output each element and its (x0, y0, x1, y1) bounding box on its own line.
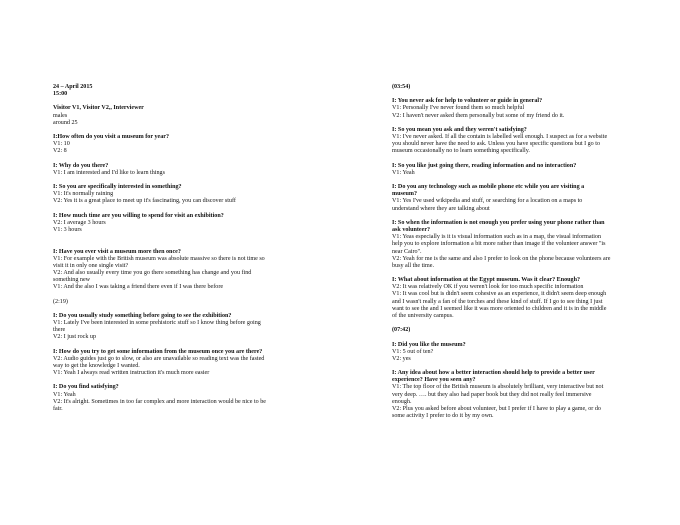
answer: something new (53, 277, 91, 284)
timestamp: (2:19) (53, 298, 68, 305)
answer: V1: I am interested and I'd like to learn things (53, 169, 165, 176)
timestamp: (03:54) (392, 84, 411, 90)
question: I: So you are specifically interested in something? (53, 184, 182, 191)
right-column (392, 84, 617, 420)
answer: you should never have the need to ask. Unless you have specific questions but I go to (392, 141, 600, 148)
question: I: So when the information is not enough you prefer using your phone rather than (392, 219, 605, 226)
answer: V1: For example with the British museum was absolute massive so there is not time so (53, 255, 265, 262)
answer: museum occasionally no to learn something specifically. (392, 148, 530, 155)
left-column (53, 84, 341, 413)
answer: V2: It's alright. Sometimes in too far complex and more interaction would be nice to be (53, 398, 266, 405)
answer: V2: I average 3 hours (53, 219, 106, 226)
question: I: Do you find satisfying? (53, 384, 119, 391)
question: I: Any idea about how a better interaction should help to provide a better user (392, 370, 595, 377)
answer: V2: And also usually every time you go there something has change and you find (53, 269, 252, 276)
answer: V1: Yeah (392, 169, 415, 176)
question: I: So you mean you ask and they weren't satisfying? (392, 126, 527, 133)
question: I: How much time are you willing to spend for visit an exhibition? (53, 212, 224, 219)
question: I: What about information at the Egypt museum. Was it clear? Enough? (392, 277, 581, 284)
answer: very deep. …. but they also had paper book but they did not really feel immersive (392, 391, 592, 398)
question: experience? Have you seen any? (392, 377, 476, 384)
answer: V2: I just rock up (53, 334, 96, 341)
question: I: How do you try to get some information from the museum once you are there? (53, 348, 263, 355)
interview-time: 15:00 (53, 91, 68, 98)
answer: enough. (392, 398, 412, 405)
answer: V1: I've never asked. If all the contain is labelled well enough. I suspect as for a website (392, 134, 608, 141)
question: I: Why do you there? (53, 162, 109, 169)
question: I: Do you usually study something before going to see the exhibition? (53, 312, 232, 319)
timestamp: (07:42) (392, 327, 411, 334)
question: museum? (392, 191, 418, 198)
participants: Visitor V1, Visitor V2,, Interviewer (53, 105, 144, 112)
answer: help you to explore information a bit more rather than image if the volunteer answer "is (392, 241, 606, 248)
question: ask volunteer? (392, 227, 431, 234)
question: I: Have you ever visit a museum more then once? (53, 248, 181, 255)
answer: V1: Yeah (53, 391, 76, 398)
participants-age: around 25 (53, 119, 78, 126)
answer: V1: And the also I was taking a friend there even if I was there before (53, 284, 224, 291)
answer: visit it in only one single visit? (53, 262, 129, 269)
answer: V2: yes (392, 355, 411, 362)
participants-gender: males (53, 112, 68, 119)
answer: V1: 10 (53, 141, 70, 148)
question: I: You never ask for help to volunteer or guide in general? (392, 98, 543, 105)
answer: V1: It was cool but is didn't seem cohesive as an experience, it didn't seem deep enough (392, 291, 607, 298)
answer: V2: Yes it is a great place to meet up it's fascinating, you can discover stuff (53, 198, 236, 205)
answer: V2: Audio guides just go to slow, or also are unavailable so reading text was the fasted (53, 355, 265, 362)
question: I: So you like just going there, reading information and no interaction? (392, 162, 577, 169)
answer: V2: I haven't never asked them personally but some of my friend do it. (392, 112, 565, 119)
question: I: Do you any technology such as mobile phone etc while you are visiting a (392, 184, 585, 191)
answer: V2: 8 (53, 148, 67, 155)
answer: V1: It's normally raining (53, 191, 114, 198)
answer: V1: Lately I've been interested in some prehistoric stuff so I know thing before going (53, 320, 261, 327)
question: I: Did you like the museum? (392, 341, 466, 348)
answer: there (53, 327, 66, 334)
answer: V1: Yeah I always read written instruction it's much more easier (53, 370, 210, 377)
answer: V2: It was relatively OK if you weren't look for too much specific information (392, 284, 584, 291)
answer: some activity I prefer to do it by my own. (392, 413, 494, 420)
answer: V1: Yes I've used wikipedia and stuff, or searching for a location on a maps to (392, 198, 583, 205)
answer: of the university campus. (392, 312, 454, 319)
answer: near Cairo". (392, 248, 422, 255)
answer: V1: 5 out of ten? (392, 348, 434, 355)
answer: and I wasn't really a fan of the torches and these kind of stuff. If I go to see thing I just (392, 298, 603, 305)
answer: V1: Yeas especially is it is visual information such as in a map, the visual information (392, 234, 602, 241)
answer: busy all the time. (392, 262, 434, 269)
answer: V2: Yeah for me is the same and also I prefer to look on the phone because volunteers are (392, 255, 611, 262)
answer: way to get the knowledge I wanted. (53, 362, 140, 369)
answer: V1: Personally I've never found them so much helpful (392, 105, 525, 112)
answer: want to see the and I seemed like it was more oriented to children and it is in the middle (392, 305, 607, 312)
question: I:How often do you visit a museum for year? (53, 134, 170, 141)
answer: fair. (53, 405, 63, 412)
interview-date: 24 – April 2015 (53, 84, 93, 90)
answer: understand where they are talking about (392, 205, 490, 212)
answer: V1: 3 hours (53, 227, 82, 234)
answer: V2: Plus you asked before about volunteer, but I prefer if I have to play a game, or do (392, 405, 601, 412)
answer: V1: The top floor of the British museum is absolutely brilliant, very interactive but not (392, 384, 604, 391)
